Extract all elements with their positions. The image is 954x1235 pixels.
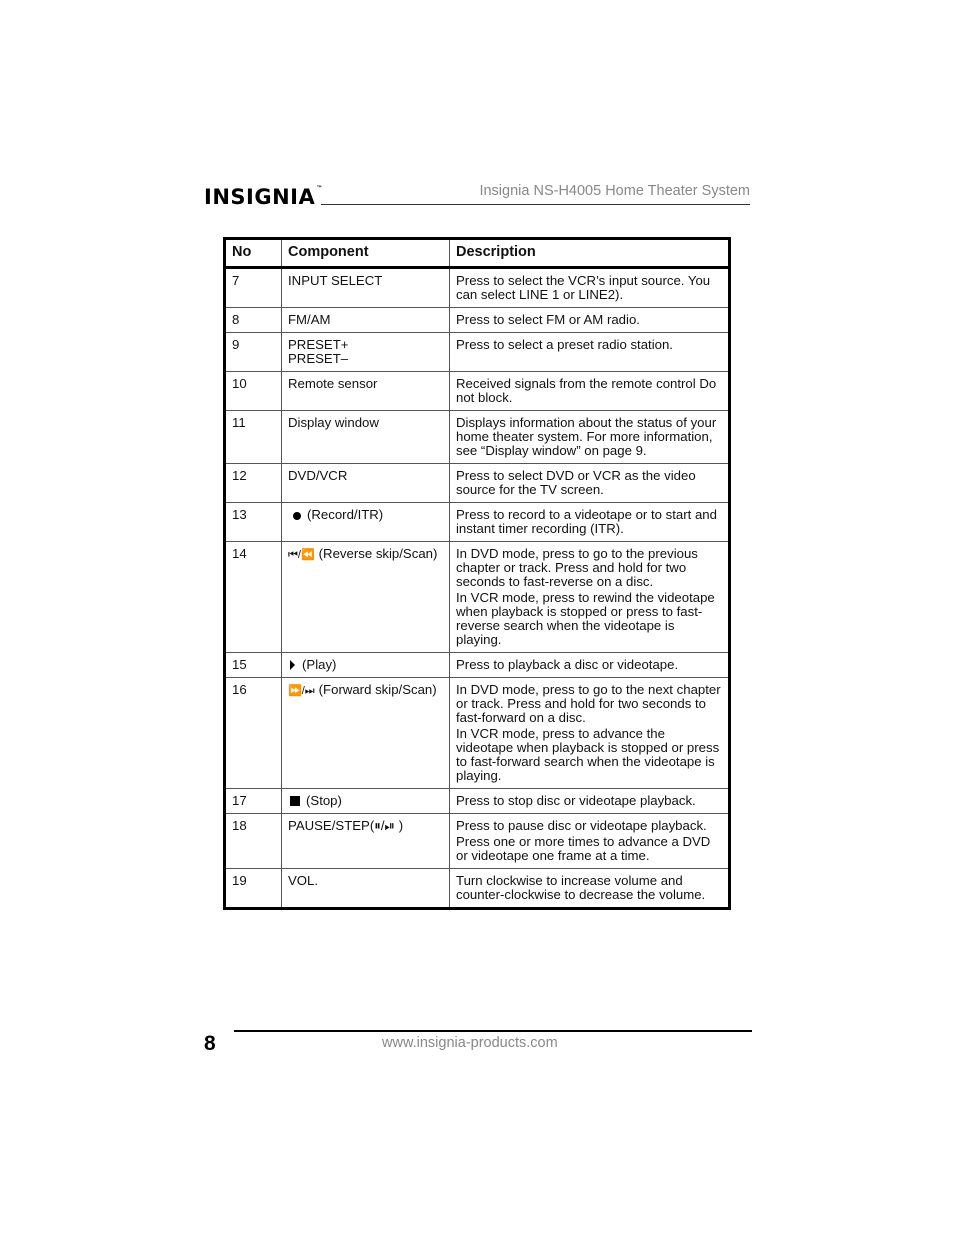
row-component — [282, 653, 450, 678]
row-description — [450, 372, 730, 411]
table-row — [225, 542, 730, 653]
component-label: DVD/VCR — [288, 468, 348, 483]
table-row — [225, 653, 730, 678]
component-line — [288, 508, 443, 522]
description-paragraph: In DVD mode, press to go to the previous chapter or track. Press and hold for two seconds to fast-reverse on a disc. — [456, 546, 698, 589]
component-line — [288, 352, 443, 366]
component-label: Remote sensor — [288, 376, 378, 391]
table-row — [225, 333, 730, 372]
footer-url: www.insignia-products.com — [382, 1035, 558, 1051]
row-number: 7 — [225, 268, 282, 308]
row-number: 13 — [225, 503, 282, 542]
component-line — [288, 338, 443, 352]
page-number: 8 — [204, 1032, 216, 1055]
row-number: 10 — [225, 372, 282, 411]
row-description — [450, 789, 730, 814]
row-component — [282, 372, 450, 411]
component-label: (Play) — [302, 657, 337, 672]
row-description — [450, 678, 730, 789]
component-line — [288, 377, 443, 391]
stop-icon — [290, 796, 300, 806]
component-label: PRESET+ — [288, 337, 349, 352]
description-paragraph: Press to pause disc or videotape playback. — [456, 818, 707, 833]
description-paragraph: Press to select FM or AM radio. — [456, 312, 640, 327]
row-component — [282, 678, 450, 789]
row-component — [282, 542, 450, 653]
row-component — [282, 411, 450, 464]
table-row — [225, 789, 730, 814]
component-line — [288, 683, 443, 698]
footer-rule — [234, 1030, 752, 1032]
table-row — [225, 678, 730, 789]
row-number: 8 — [225, 308, 282, 333]
component-line — [288, 547, 443, 562]
table-header-row — [225, 239, 730, 268]
row-description — [450, 333, 730, 372]
column-header-description: Description — [450, 239, 730, 268]
component-label: Display window — [288, 415, 379, 430]
table-row — [225, 464, 730, 503]
row-component — [282, 333, 450, 372]
row-component — [282, 869, 450, 909]
row-number: 18 — [225, 814, 282, 869]
description-paragraph: In DVD mode, press to go to the next chapter or track. Press and hold for two seconds to fast-forward on a disc. — [456, 682, 721, 725]
component-label: (Stop) — [306, 793, 342, 808]
component-line — [288, 794, 443, 808]
reverse-skip-icon: ⏮/⏪ — [288, 549, 315, 561]
component-label: PRESET– — [288, 351, 349, 366]
table-row — [225, 372, 730, 411]
table-row — [225, 869, 730, 909]
forward-skip-icon: ⏩/⏭ — [288, 685, 315, 697]
table-row — [225, 268, 730, 308]
description-paragraph: Press to select the VCR’s input source. You can select LINE 1 or LINE2). — [456, 273, 711, 302]
description-paragraph: Press to stop disc or videotape playback. — [456, 793, 696, 808]
header-title: Insignia NS-H4005 Home Theater System — [479, 183, 750, 199]
component-label: (Forward skip/Scan) — [318, 682, 437, 697]
component-label: PAUSE/STEP(⏸/⏯ ) — [288, 818, 404, 833]
page-header — [204, 178, 750, 208]
table-row — [225, 308, 730, 333]
row-description — [450, 503, 730, 542]
column-header-no: No — [225, 239, 282, 268]
header-rule — [321, 204, 750, 205]
row-description — [450, 542, 730, 653]
component-line — [288, 274, 443, 288]
row-description — [450, 869, 730, 909]
description-paragraph: Displays information about the status of your home theater system. For more information, see “Display window” on page 9. — [456, 415, 717, 458]
description-paragraph: Press to select DVD or VCR as the video source for the TV screen. — [456, 468, 696, 497]
row-component — [282, 503, 450, 542]
description-paragraph: Press one or more times to advance a DVD or videotape one frame at a time. — [456, 834, 711, 863]
component-line — [288, 416, 443, 430]
row-component — [282, 814, 450, 869]
description-paragraph: Press to select a preset radio station. — [456, 337, 673, 352]
table-body — [225, 268, 730, 909]
row-number: 16 — [225, 678, 282, 789]
description-paragraph: Press to record to a videotape or to start and instant timer recording (ITR). — [456, 507, 717, 536]
row-description — [450, 268, 730, 308]
description-paragraph: In VCR mode, press to advance the videotape when playback is stopped or press to fast-forward search when the videotape is playing. — [456, 726, 720, 783]
component-line — [288, 819, 443, 833]
table-row — [225, 814, 730, 869]
row-component — [282, 308, 450, 333]
row-number: 9 — [225, 333, 282, 372]
component-line — [288, 469, 443, 483]
component-label: INPUT SELECT — [288, 273, 383, 288]
row-component — [282, 789, 450, 814]
column-header-component: Component — [282, 239, 450, 268]
description-paragraph: Turn clockwise to increase volume and counter-clockwise to decrease the volume. — [456, 873, 706, 902]
description-paragraph: Press to playback a disc or videotape. — [456, 657, 679, 672]
row-number: 17 — [225, 789, 282, 814]
component-line — [288, 658, 443, 672]
description-paragraph: In VCR mode, press to rewind the videotape when playback is stopped or press to fast-reverse search when the videotape is playing. — [456, 590, 715, 647]
row-component — [282, 464, 450, 503]
row-description — [450, 653, 730, 678]
component-label: (Reverse skip/Scan) — [318, 546, 438, 561]
record-icon — [293, 512, 301, 520]
row-number: 15 — [225, 653, 282, 678]
component-label: FM/AM — [288, 312, 331, 327]
table-row — [225, 503, 730, 542]
row-description — [450, 814, 730, 869]
row-description — [450, 411, 730, 464]
row-number: 14 — [225, 542, 282, 653]
table-row — [225, 411, 730, 464]
component-label: VOL. — [288, 873, 319, 888]
row-description — [450, 308, 730, 333]
description-paragraph: Received signals from the remote control Do not block. — [456, 376, 717, 405]
component-line — [288, 313, 443, 327]
row-component — [282, 268, 450, 308]
component-label: (Record/ITR) — [307, 507, 384, 522]
row-number: 12 — [225, 464, 282, 503]
component-table — [223, 237, 731, 910]
component-line — [288, 874, 443, 888]
row-number: 11 — [225, 411, 282, 464]
play-icon — [290, 660, 295, 670]
row-number: 19 — [225, 869, 282, 909]
row-description — [450, 464, 730, 503]
insignia-logo: INSIGNIA™ — [204, 185, 323, 209]
